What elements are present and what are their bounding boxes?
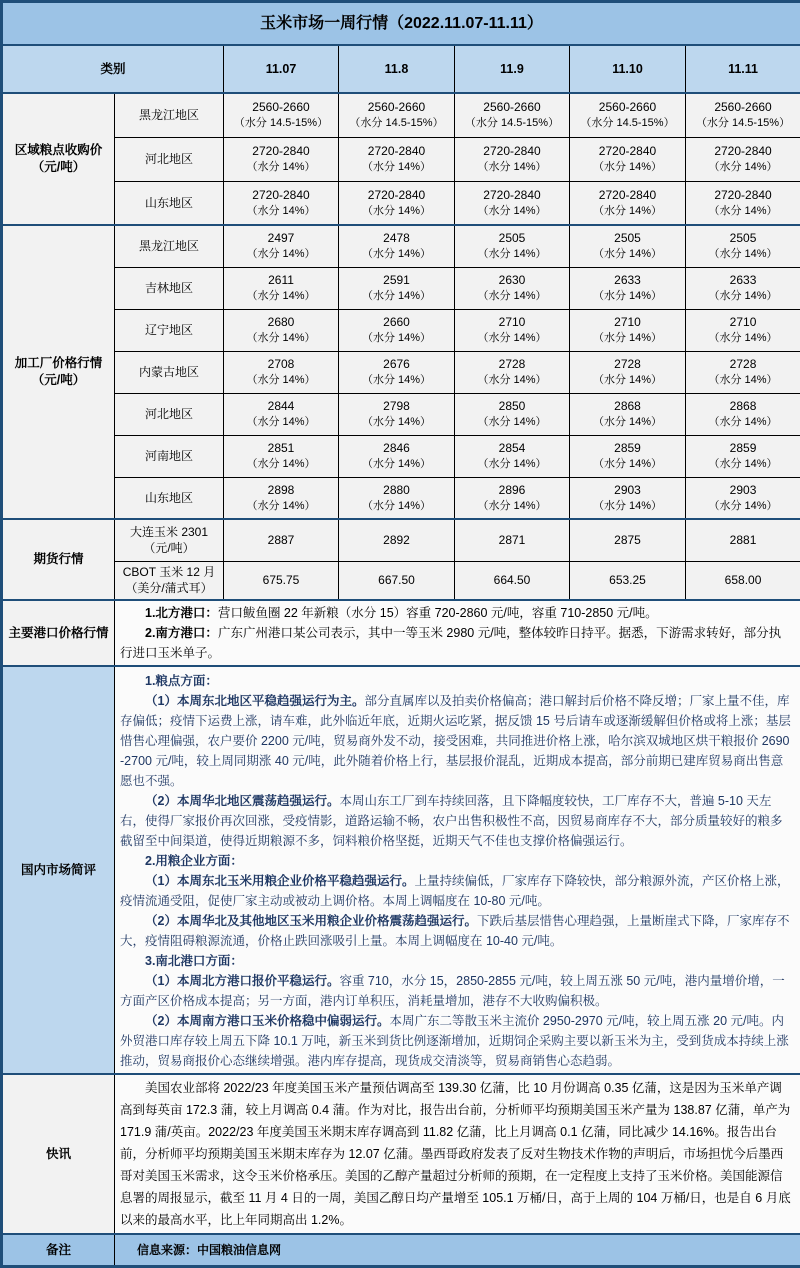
header-date-3: 11.9 [455,45,570,93]
price-cell: 2611 （水分 14%） [224,267,339,309]
futures-value: 2887 [224,519,339,561]
price-cell: 2898 （水分 14%） [224,477,339,519]
price-cell: 2560-2660 （水分 14.5-15%） [224,93,339,137]
price-cell: 2868 （水分 14%） [686,393,800,435]
price-cell: 2680 （水分 14%） [224,309,339,351]
price-cell: 2505 （水分 14%） [570,225,686,267]
futures-value: 2871 [455,519,570,561]
price-cell: 2708 （水分 14%） [224,351,339,393]
price-cell: 2851 （水分 14%） [224,435,339,477]
price-cell: 2560-2660 （水分 14.5-15%） [455,93,570,137]
region-label: 山东地区 [115,181,224,225]
price-cell: 2720-2840 （水分 14%） [224,181,339,225]
price-cell: 2720-2840 （水分 14%） [570,181,686,225]
price-cell: 2854 （水分 14%） [455,435,570,477]
futures-value: 2875 [570,519,686,561]
price-cell: 2859 （水分 14%） [570,435,686,477]
comment-paragraph: 1.粮点方面： [120,671,792,691]
price-cell: 2896 （水分 14%） [455,477,570,519]
futures-value: 664.50 [455,561,570,600]
domestic-comment-text [115,666,800,1074]
region-label: 辽宁地区 [115,309,224,351]
region-label: 河南地区 [115,435,224,477]
section-label-news: 快讯 [2,1074,115,1234]
price-cell: 2728 （水分 14%） [455,351,570,393]
price-cell: 2720-2840 （水分 14%） [686,181,800,225]
section-label-factory-price: 加工厂价格行情（元/吨） [2,225,115,519]
price-cell: 2560-2660 （水分 14.5-15%） [686,93,800,137]
price-cell: 2720-2840 （水分 14%） [570,137,686,181]
price-cell: 2798 （水分 14%） [339,393,455,435]
port-paragraph-south: 2.南方港口：广东广州港口某公司表示，其中一等玉米 2980 元/吨，整体较昨日持平。据悉，下游需求转好，部分执行进口玉米单子。 [120,623,792,663]
comment-paragraph: （1）本周东北地区平稳趋强运行为主。部分直属库以及拍卖价格偏高；港口解封后价格不降反增；厂家上量不佳，库存偏低；疫情下运费上涨，请车难，此外临近年底，近期火运吃紧，据反馈 15 号后请车或逐渐缓解但价格或将上涨；基层惜售心理偏强，农户要价 2200 元/吨，贸易商外发不动，接受困难，共同推进价格上涨，哈尔滨双城地区烘干粮报价 2690-2700 元/吨，较上周同期涨 40 元/吨，此外随着价格上行，基层报价混乱，近期成本提高，部分前期已建库贸易商出售意愿也不强。 [120,691,792,791]
price-cell: 2591 （水分 14%） [339,267,455,309]
price-cell: 2844 （水分 14%） [224,393,339,435]
price-cell: 2633 （水分 14%） [686,267,800,309]
price-cell: 2720-2840 （水分 14%） [455,137,570,181]
comment-paragraph: （1）本周东北玉米用粮企业价格平稳趋强运行。上量持续偏低，厂家库存下降较快，部分粮源外流，产区价格上涨，疫情流通受阻，促使厂家主动或被动上调价格。本周上调幅度在 10-80 元/吨。 [120,871,792,911]
futures-contract: 大连玉米 2301 （元/吨） [115,519,224,561]
price-cell: 2846 （水分 14%） [339,435,455,477]
price-cell: 2560-2660 （水分 14.5-15%） [339,93,455,137]
comment-paragraph: 2.用粮企业方面： [120,851,792,871]
price-cell: 2720-2840 （水分 14%） [339,181,455,225]
price-cell: 2710 （水分 14%） [570,309,686,351]
price-cell: 2710 （水分 14%） [686,309,800,351]
price-cell: 2478 （水分 14%） [339,225,455,267]
price-cell: 2859 （水分 14%） [686,435,800,477]
header-date-1: 11.07 [224,45,339,93]
section-label-domestic-comment: 国内市场简评 [2,666,115,1074]
price-cell: 2903 （水分 14%） [686,477,800,519]
price-cell: 2720-2840 （水分 14%） [339,137,455,181]
price-cell: 2630 （水分 14%） [455,267,570,309]
price-cell: 2903 （水分 14%） [570,477,686,519]
comment-paragraph: （2）本周南方港口玉米价格稳中偏弱运行。本周广东二等散玉米主流价 2950-2970 元/吨，较上周五涨 20 元/吨。内外贸港口库存较上周五下降 10.1 万吨，新玉米到货比例逐渐增加，近期饲企采购主要以新玉米为主，受到货成本持续上涨推动，贸易商报价心态继续增强。港内库存提高，现货成交清淡等，贸易商销售心态趋弱。 [120,1011,792,1071]
price-cell: 2728 （水分 14%） [686,351,800,393]
price-cell: 2868 （水分 14%） [570,393,686,435]
price-cell: 2676 （水分 14%） [339,351,455,393]
port-paragraph-north: 1.北方港口：营口鲅鱼圈 22 年新粮（水分 15）容重 720-2860 元/吨，容重 710-2850 元/吨。 [120,603,792,623]
region-label: 吉林地区 [115,267,224,309]
region-label: 山东地区 [115,477,224,519]
price-cell: 2505 （水分 14%） [455,225,570,267]
futures-contract: CBOT 玉米 12 月 （美分/蒲式耳） [115,561,224,600]
comment-paragraph: 3.南北港口方面： [120,951,792,971]
price-cell: 2720-2840 （水分 14%） [224,137,339,181]
note-source: 信息来源：中国粮油信息网 [115,1234,800,1267]
price-cell: 2633 （水分 14%） [570,267,686,309]
section-label-regional-purchase: 区域粮点收购价（元/吨） [2,93,115,225]
header-date-4: 11.10 [570,45,686,93]
futures-value: 675.75 [224,561,339,600]
note-label: 备注 [2,1234,115,1267]
price-cell: 2560-2660 （水分 14.5-15%） [570,93,686,137]
price-cell: 2880 （水分 14%） [339,477,455,519]
news-text [115,1074,800,1234]
news-paragraph: 美国农业部将 2022/23 年度美国玉米产量预估调高至 139.30 亿蒲，比 10 月份调高 0.35 亿蒲，这是因为玉米单产调高到每英亩 172.3 蒲，较上月调高 0.4 蒲。作为对比，报告出台前，分析师平均预期美国玉米产量为 138.87 亿蒲，单产为 171.9 蒲/英亩。2022/23 年度美国玉米期末库存调高到 11.82 亿蒲，比上月调高 0.1 亿蒲，同比减少 14.16%。报告出台前，分析师平均预期美国玉米期末库存为 12.07 亿蒲。墨西哥政府发表了反对生物技术作物的声明后，市场担忧今后墨西哥对美国玉米需求，这令玉米价格承压。美国的乙醇产量超过分析师的预期，在一定程度上支持了玉米价格。美国能源信息署的周报显示，截至 11 月 4 日的一周，美国乙醇日均产量增至 105.1 万桶/日，高于上周的 104 万桶/日，也是自 6 月底以来的最高水平，比上年同期高出 1.2%。 [120,1077,792,1231]
comment-paragraph: （1）本周北方港口报价平稳运行。容重 710，水分 15，2850-2855 元/吨，较上周五涨 50 元/吨，港内量增价增，一方面产区价格成本提高；另一方面，港内订单积压，消耗量增加，港存不大收购偏积极。 [120,971,792,1011]
price-cell: 2660 （水分 14%） [339,309,455,351]
header-date-5: 11.11 [686,45,800,93]
futures-value: 2881 [686,519,800,561]
futures-value: 2892 [339,519,455,561]
section-label-ports: 主要港口价格行情 [2,600,115,666]
comment-paragraph: （2）本周华北及其他地区玉米用粮企业价格震荡趋强运行。下跌后基层惜售心理趋强，上量断崖式下降，厂家库存不大，疫情阻碍粮源流通，价格止跌回涨吸引上量。本周上调幅度在 10-40 元/吨。 [120,911,792,951]
price-cell: 2850 （水分 14%） [455,393,570,435]
price-cell: 2710 （水分 14%） [455,309,570,351]
price-cell: 2497 （水分 14%） [224,225,339,267]
section-label-futures: 期货行情 [2,519,115,600]
price-cell: 2720-2840 （水分 14%） [455,181,570,225]
header-category: 类别 [2,45,224,93]
page-title: 玉米市场一周行情（2022.11.07-11.11） [2,2,800,46]
price-cell: 2720-2840 （水分 14%） [686,137,800,181]
region-label: 河北地区 [115,393,224,435]
port-price-text [115,600,800,666]
header-date-2: 11.8 [339,45,455,93]
region-label: 黑龙江地区 [115,93,224,137]
futures-value: 667.50 [339,561,455,600]
comment-paragraph: （2）本周华北地区震荡趋强运行。本周山东工厂到车持续回落，且下降幅度较快，工厂库存不大，普遍 5-10 天左右，使得厂家报价再次回涨，受疫情影，道路运输不畅，农户出售积极性不高，因贸易商库存不大，部分质量较好的粮多截留至中间渠道，使得近期粮源不多，饲料粮价格坚挺，近期天气不佳也支撑价格偏强运行。 [120,791,792,851]
region-label: 河北地区 [115,137,224,181]
futures-value: 658.00 [686,561,800,600]
price-cell: 2505 （水分 14%） [686,225,800,267]
region-label: 黑龙江地区 [115,225,224,267]
futures-value: 653.25 [570,561,686,600]
region-label: 内蒙古地区 [115,351,224,393]
price-cell: 2728 （水分 14%） [570,351,686,393]
